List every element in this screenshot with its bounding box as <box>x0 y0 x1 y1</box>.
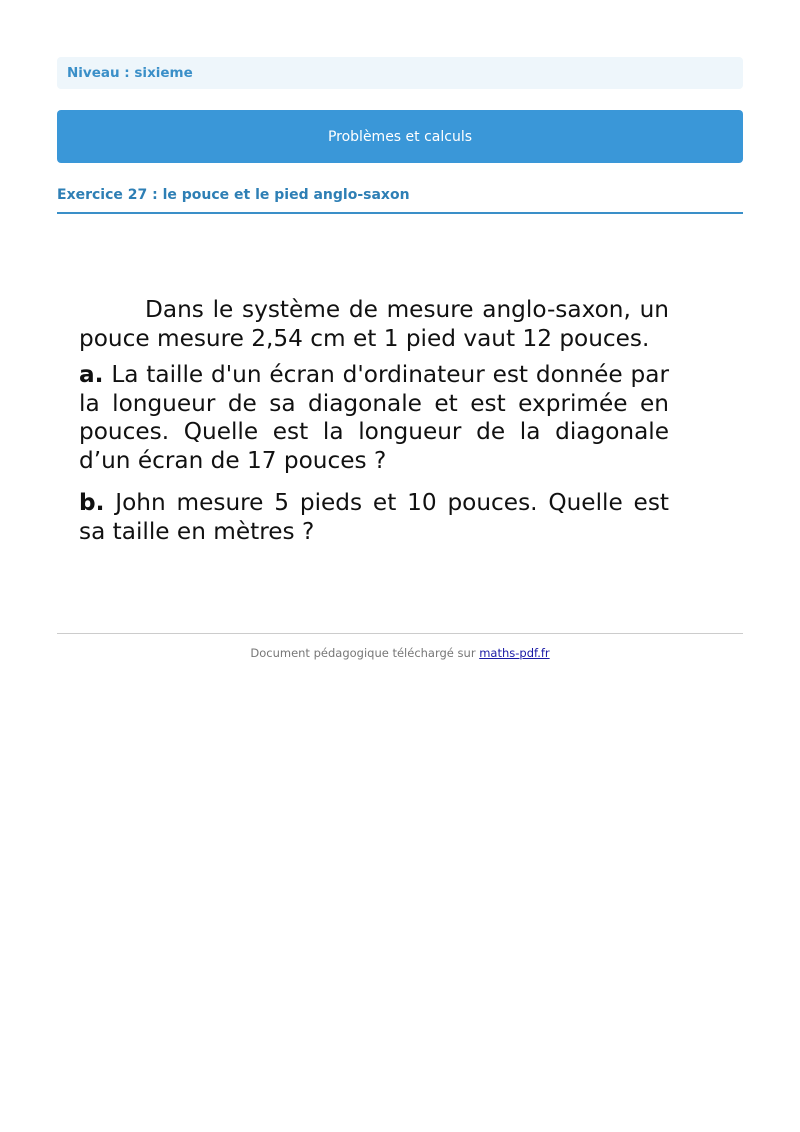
exercise-title <box>57 186 743 214</box>
question-b-label: b. <box>79 489 105 516</box>
question-b-text: John mesure 5 pieds et 10 pouces. Quelle est sa taille en mètres ? <box>79 489 669 545</box>
category-title: Problèmes et calculs <box>327 128 473 145</box>
level-badge <box>57 57 743 89</box>
question-b <box>79 489 669 546</box>
question-a-label: a. <box>79 361 104 388</box>
footer-divider <box>57 633 743 634</box>
exercise-title-text: Exercice 27 : le pouce et le pied anglo-saxon <box>57 187 410 203</box>
question-a-text: La taille d'un écran d'ordinateur est donnée par la longueur de sa diagonale et est exprimée en pouces. Quelle est la longueur de la diagonale d’un écran de 17 pouces ? <box>79 361 670 474</box>
question-a <box>79 361 669 475</box>
footer-site-link[interactable]: maths-pdf.fr <box>479 646 550 660</box>
footer-text: Document pédagogique téléchargé sur <box>250 646 476 660</box>
footer <box>0 646 800 660</box>
category-banner <box>57 110 743 163</box>
level-text: Niveau : sixieme <box>67 65 193 81</box>
problem-intro: Dans le système de mesure anglo-saxon, un pouce mesure 2,54 cm et 1 pied vaut 12 pouces. <box>79 296 669 352</box>
problem-statement <box>79 296 669 546</box>
